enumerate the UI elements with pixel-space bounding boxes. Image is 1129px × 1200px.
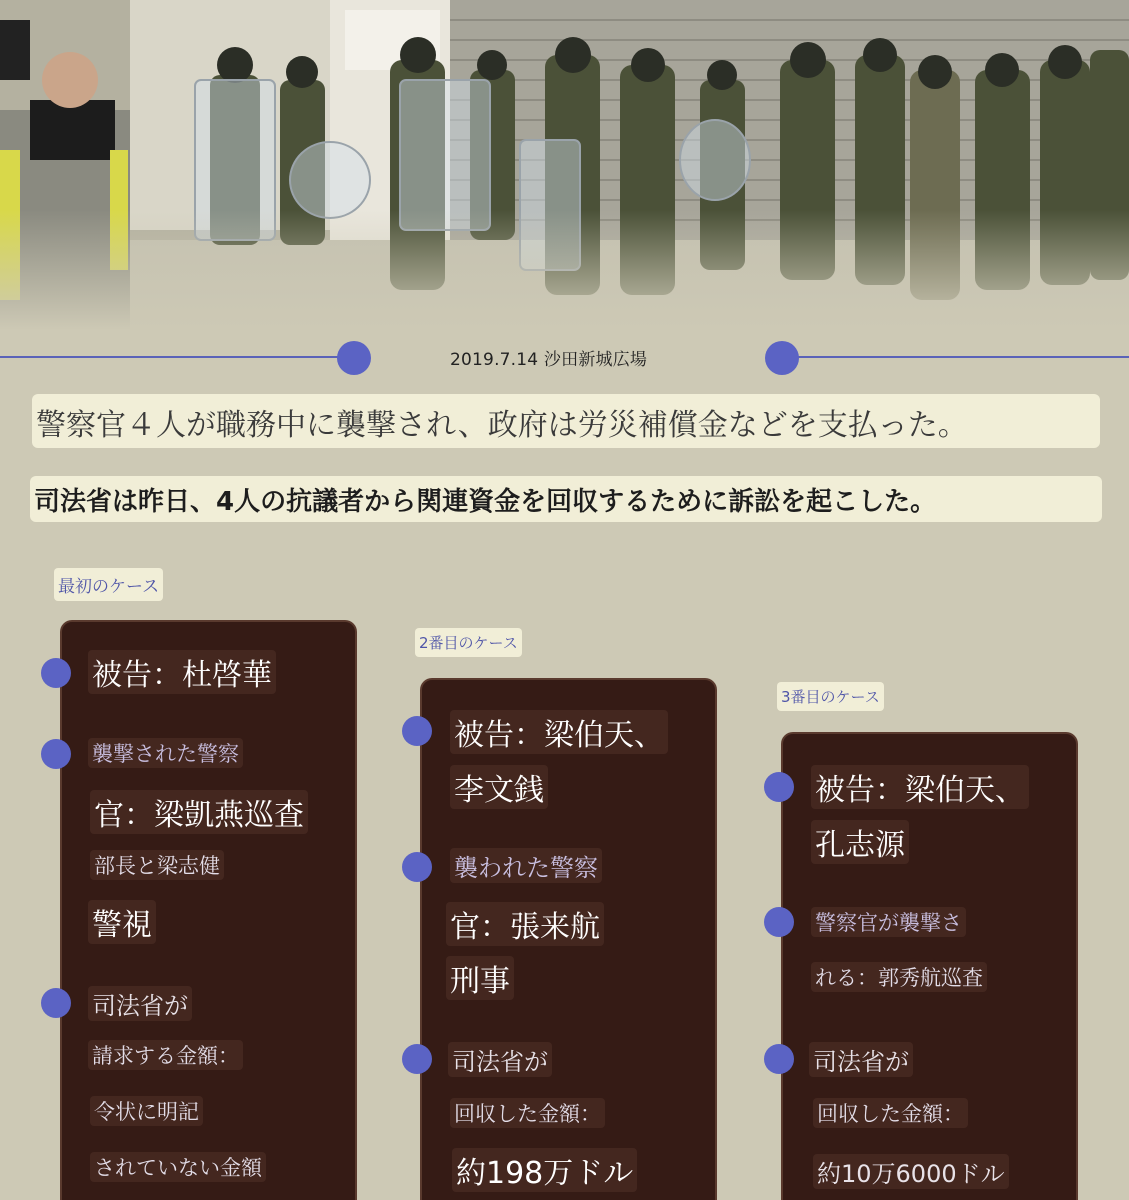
case-1-defendant: 被告：杜啓華 <box>88 650 276 694</box>
case-1-officer-line-4: 警視 <box>88 900 156 944</box>
case-2-officer-line-3: 刑事 <box>446 956 514 1000</box>
case-3-amount-line-2: 回収した金額： <box>813 1098 968 1128</box>
case-1-defendant-bullet <box>41 658 71 688</box>
case-3-officer-line-1: 警察官が襲撃さ <box>811 907 966 937</box>
timeline-dot-left <box>337 341 371 375</box>
photo-caption: 2019.7.14 沙田新城広場 <box>450 350 648 370</box>
case-3-defendant-line-2: 孔志源 <box>811 820 909 864</box>
case-3-amount-bullet <box>764 1044 794 1074</box>
case-3-defendant-line-1: 被告：梁伯天、 <box>811 765 1029 809</box>
case-2-title: 2番目のケース <box>415 628 522 657</box>
headline-compensation: 警察官４人が職務中に襲撃され、政府は労災補償金などを支払った。 <box>32 394 1100 448</box>
case-2-defendant-line-2: 李文銭 <box>450 765 548 809</box>
case-2-officer-line-1: 襲われた警察 <box>450 848 602 883</box>
case-2-defendant-bullet <box>402 716 432 746</box>
case-1-amount-bullet <box>41 988 71 1018</box>
case-3-amount-line-1: 司法省が <box>809 1042 913 1077</box>
case-1-officer-bullet <box>41 739 71 769</box>
case-2-amount-bullet <box>402 1044 432 1074</box>
case-2-officer-bullet <box>402 852 432 882</box>
case-2-officer-line-2: 官：張来航 <box>446 902 604 946</box>
case-2-defendant-line-1: 被告：梁伯天、 <box>450 710 668 754</box>
case-3-officer-line-2: れる：郭秀航巡査 <box>811 962 987 992</box>
case-1-amount-line-4: されていない金額 <box>90 1152 266 1182</box>
timeline-line-right <box>790 356 1129 358</box>
case-3-title: 3番目のケース <box>777 682 884 711</box>
case-1-officer-line-1: 襲撃された警察 <box>88 738 243 768</box>
case-1-title: 最初のケース <box>54 568 163 601</box>
timeline-dot-right <box>765 341 799 375</box>
header-photo <box>0 0 1129 330</box>
case-1-amount-line-2: 請求する金額： <box>88 1040 243 1070</box>
timeline-line-left <box>0 356 350 358</box>
case-2-amount-line-3: 約198万ドル <box>452 1148 637 1192</box>
headline-lawsuit: 司法省は昨日、4人の抗議者から関連資金を回収するために訴訟を起こした。 <box>30 476 1102 522</box>
case-3-officer-bullet <box>764 907 794 937</box>
case-2-amount-line-1: 司法省が <box>448 1042 552 1077</box>
case-1-officer-line-3: 部長と梁志健 <box>90 850 224 880</box>
case-3-amount-line-3: 約10万6000ドル <box>813 1154 1009 1189</box>
case-2-amount-line-2: 回収した金額： <box>450 1098 605 1128</box>
case-3-defendant-bullet <box>764 772 794 802</box>
case-1-amount-line-3: 令状に明記 <box>90 1096 203 1126</box>
case-1-amount-line-1: 司法省が <box>88 986 192 1021</box>
case-1-officer-line-2: 官：梁凱燕巡査 <box>90 790 308 834</box>
